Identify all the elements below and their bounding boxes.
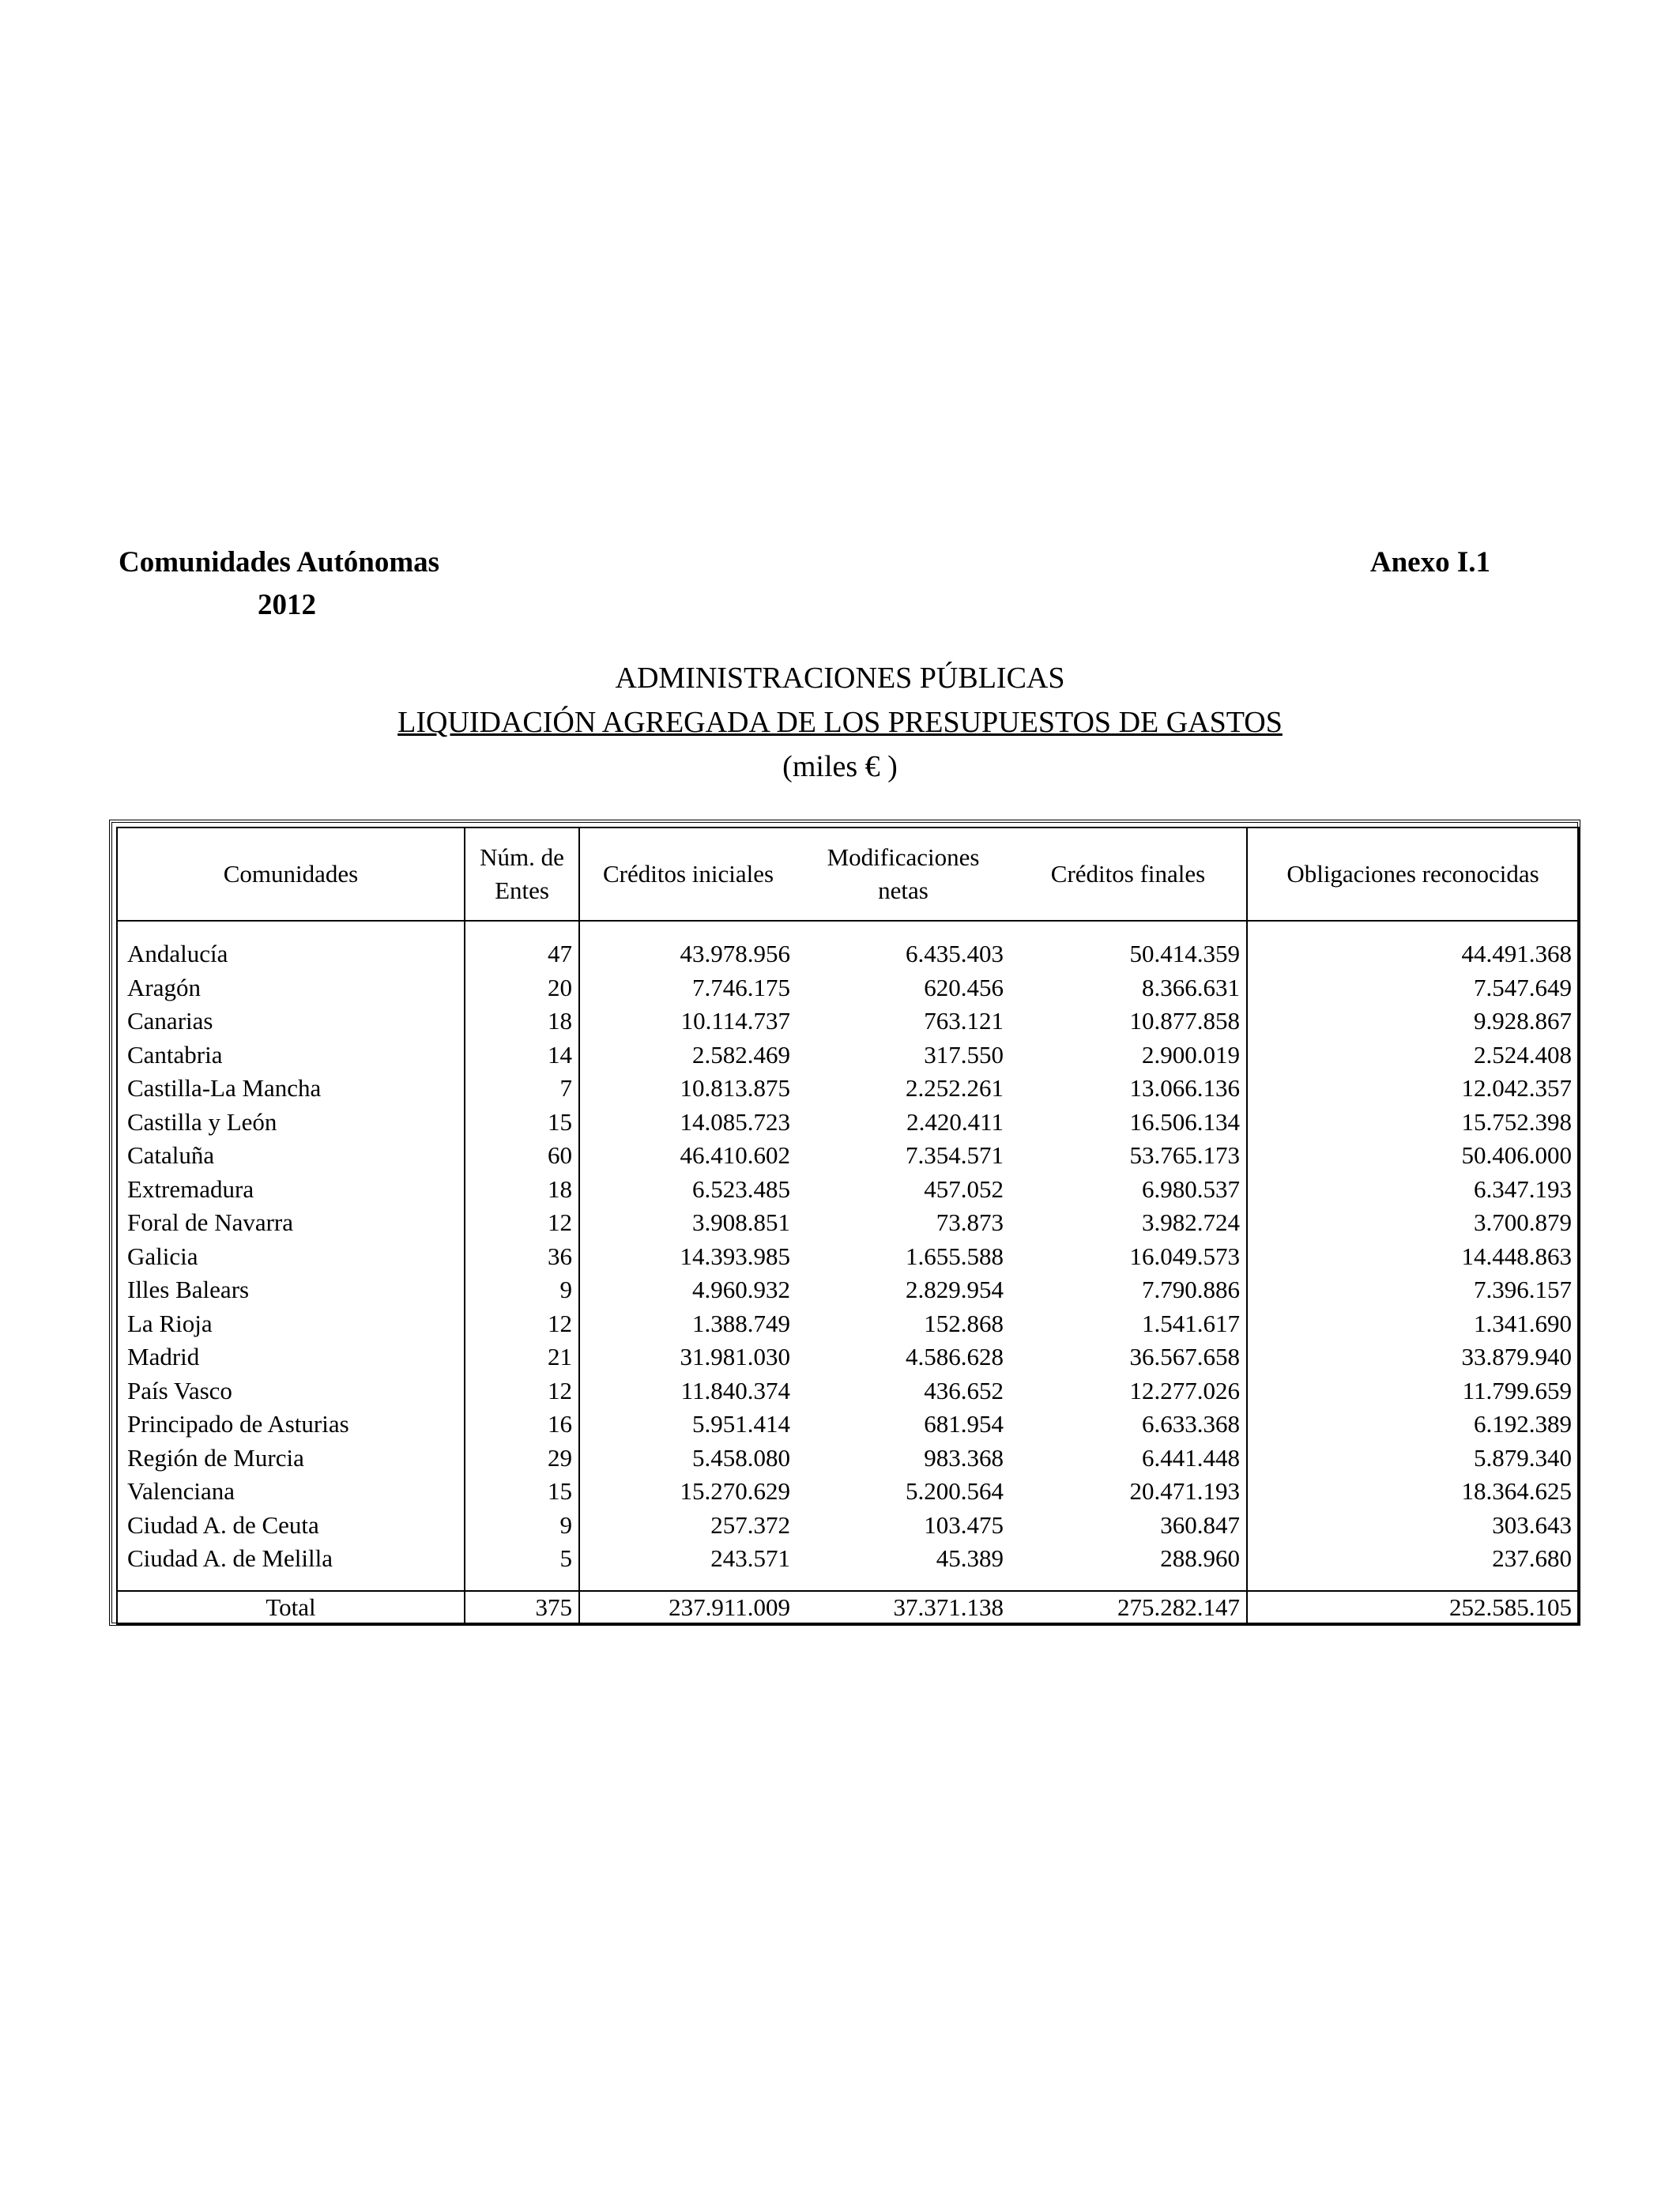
table-row: [117, 1442, 1579, 1476]
cell-comunidad: Cataluña: [117, 1139, 465, 1173]
cell-comunidad: Madrid: [117, 1340, 465, 1374]
cell-comunidad: Andalucía: [117, 937, 465, 971]
cell-num-entes: 20: [465, 971, 579, 1005]
cell-comunidad: Región de Murcia: [117, 1442, 465, 1476]
cell-modificaciones-netas: 983.368: [924, 1443, 1004, 1472]
cell-modificaciones-netas: 1.655.588: [906, 1242, 1004, 1270]
cell-obligaciones-reconocidas: 9.928.867: [1247, 1005, 1579, 1039]
cell-creditos-iniciales: 14.393.985: [579, 1240, 797, 1274]
cell-comunidad: Extremadura: [117, 1173, 465, 1207]
cell-creditos-iniciales: 14.085.723: [579, 1106, 797, 1140]
cell-comunidad: Ciudad A. de Melilla: [117, 1542, 465, 1590]
cell-obligaciones-reconocidas: 3.700.879: [1247, 1206, 1579, 1240]
table-row: [117, 1307, 1579, 1341]
cell-obligaciones-reconocidas: 44.491.368: [1247, 937, 1579, 971]
total-label: Total: [117, 1591, 465, 1624]
column-header-creditos-finales: Créditos finales: [1010, 827, 1247, 921]
cell-modificaciones-netas: 2.829.954: [906, 1276, 1004, 1303]
cell-modificaciones-netas: 45.389: [936, 1544, 1004, 1572]
cell-creditos-finales: 6.441.448: [1010, 1442, 1247, 1476]
cell-modificaciones-netas: 4.586.628: [906, 1343, 1004, 1370]
units-note: (miles € ): [782, 750, 898, 783]
cell-creditos-iniciales: 11.840.374: [579, 1374, 797, 1408]
table-row: [117, 937, 1579, 971]
cell-creditos-finales: 6.633.368: [1010, 1408, 1247, 1442]
cell-num-entes: 15: [465, 1106, 579, 1140]
cell-num-entes: 5: [465, 1542, 579, 1590]
cell-creditos-iniciales: 3.908.851: [579, 1206, 797, 1240]
title-line-1: ADMINISTRACIONES PÚBLICAS: [615, 662, 1065, 695]
cell-num-entes: 36: [465, 1240, 579, 1274]
table-row: [117, 1374, 1579, 1408]
cell-modificaciones-netas: 317.550: [924, 1040, 1004, 1069]
total-creditos-iniciales: 237.911.009: [579, 1591, 797, 1624]
cell-creditos-finales: 360.847: [1010, 1509, 1247, 1543]
table-row: [117, 1072, 1579, 1106]
table-row: [117, 1509, 1579, 1543]
cell-creditos-iniciales: 46.410.602: [579, 1139, 797, 1173]
cell-obligaciones-reconocidas: 18.364.625: [1247, 1475, 1579, 1509]
cell-modificaciones-netas: 2.252.261: [906, 1074, 1004, 1102]
table-row: [117, 1273, 1579, 1307]
cell-obligaciones-reconocidas: 11.799.659: [1247, 1374, 1579, 1408]
cell-comunidad: País Vasco: [117, 1374, 465, 1408]
cell-obligaciones-reconocidas: 14.448.863: [1247, 1240, 1579, 1274]
cell-creditos-finales: 8.366.631: [1010, 971, 1247, 1005]
cell-creditos-iniciales: 6.523.485: [579, 1173, 797, 1207]
cell-num-entes: 21: [465, 1340, 579, 1374]
table-row: [117, 1475, 1579, 1509]
total-creditos-finales: 275.282.147: [1010, 1591, 1247, 1624]
table-total-row: [117, 1591, 1579, 1624]
cell-creditos-finales: 16.049.573: [1010, 1240, 1247, 1274]
cell-creditos-finales: 288.960: [1010, 1542, 1247, 1590]
cell-creditos-finales: 53.765.173: [1010, 1139, 1247, 1173]
column-header-modificaciones-netas: Modificaciones netas: [797, 827, 1010, 921]
cell-num-entes: 12: [465, 1374, 579, 1408]
cell-num-entes: 9: [465, 1273, 579, 1307]
header-annex-label: Anexo I.1: [1369, 546, 1490, 579]
cell-obligaciones-reconocidas: 12.042.357: [1247, 1072, 1579, 1106]
column-header-creditos-iniciales: Créditos iniciales: [579, 827, 797, 921]
cell-modificaciones-netas: 620.456: [924, 973, 1004, 1001]
cell-creditos-iniciales: 257.372: [579, 1509, 797, 1543]
table-row: [117, 1173, 1579, 1207]
cell-comunidad: Canarias: [117, 1005, 465, 1039]
cell-num-entes: 16: [465, 1408, 579, 1442]
cell-num-entes: 15: [465, 1475, 579, 1509]
table-row: [117, 1408, 1579, 1442]
cell-modificaciones-netas: 6.435.403: [906, 940, 1004, 967]
cell-obligaciones-reconocidas: 33.879.940: [1247, 1340, 1579, 1374]
header-left-title: Comunidades Autónomas: [119, 546, 440, 579]
table-row: [117, 971, 1579, 1005]
total-obligaciones-reconocidas: 252.585.105: [1247, 1591, 1579, 1624]
cell-creditos-finales: 3.982.724: [1010, 1206, 1247, 1240]
cell-obligaciones-reconocidas: 6.347.193: [1247, 1173, 1579, 1207]
cell-num-entes: 14: [465, 1039, 579, 1072]
cell-creditos-finales: 7.790.886: [1010, 1273, 1247, 1307]
cell-comunidad: Illes Balears: [117, 1273, 465, 1307]
cell-creditos-finales: 36.567.658: [1010, 1340, 1247, 1374]
title-line-2: LIQUIDACIÓN AGREGADA DE LOS PRESUPUESTOS DE GASTOS: [397, 706, 1283, 739]
cell-comunidad: La Rioja: [117, 1307, 465, 1341]
total-num-entes: 375: [465, 1591, 579, 1624]
cell-num-entes: 18: [465, 1173, 579, 1207]
column-header-comunidades: Comunidades: [117, 827, 465, 921]
cell-num-entes: 60: [465, 1139, 579, 1173]
cell-modificaciones-netas: 103.475: [924, 1510, 1004, 1539]
cell-modificaciones-netas: 436.652: [924, 1376, 1004, 1404]
cell-creditos-finales: 12.277.026: [1010, 1374, 1247, 1408]
cell-num-entes: 18: [465, 1005, 579, 1039]
table-row: [117, 1240, 1579, 1274]
cell-modificaciones-netas: 681.954: [924, 1410, 1004, 1438]
cell-obligaciones-reconocidas: 15.752.398: [1247, 1106, 1579, 1140]
cell-obligaciones-reconocidas: 7.547.649: [1247, 971, 1579, 1005]
cell-obligaciones-reconocidas: 303.643: [1247, 1509, 1579, 1543]
cell-obligaciones-reconocidas: 5.879.340: [1247, 1442, 1579, 1476]
cell-modificaciones-netas: 5.200.564: [906, 1477, 1004, 1505]
cell-obligaciones-reconocidas: 6.192.389: [1247, 1408, 1579, 1442]
cell-comunidad: Foral de Navarra: [117, 1206, 465, 1240]
cell-creditos-finales: 13.066.136: [1010, 1072, 1247, 1106]
table-row: [117, 1039, 1579, 1072]
table-body: [117, 921, 1579, 1590]
cell-modificaciones-netas: 763.121: [924, 1007, 1004, 1035]
table-row: [117, 1005, 1579, 1039]
cell-creditos-finales: 10.877.858: [1010, 1005, 1247, 1039]
cell-creditos-iniciales: 2.582.469: [579, 1039, 797, 1072]
cell-creditos-iniciales: 5.951.414: [579, 1408, 797, 1442]
cell-comunidad: Galicia: [117, 1240, 465, 1274]
cell-creditos-finales: 6.980.537: [1010, 1173, 1247, 1207]
budget-table-frame: [109, 820, 1580, 1626]
cell-modificaciones-netas: 73.873: [936, 1208, 1004, 1236]
table-row: [117, 1542, 1579, 1590]
cell-comunidad: Cantabria: [117, 1039, 465, 1072]
cell-comunidad: Principado de Asturias: [117, 1408, 465, 1442]
cell-num-entes: 9: [465, 1509, 579, 1543]
cell-comunidad: Castilla y León: [117, 1106, 465, 1140]
cell-num-entes: 47: [465, 937, 579, 971]
header-year: 2012: [258, 589, 316, 621]
cell-obligaciones-reconocidas: 1.341.690: [1247, 1307, 1579, 1341]
cell-creditos-iniciales: 1.388.749: [579, 1307, 797, 1341]
cell-comunidad: Ciudad A. de Ceuta: [117, 1509, 465, 1543]
column-header-num-entes: Núm. de Entes: [465, 827, 579, 921]
table-row: [117, 1139, 1579, 1173]
budget-table: [116, 827, 1580, 1625]
cell-creditos-iniciales: 10.114.737: [579, 1005, 797, 1039]
cell-creditos-iniciales: 7.746.175: [579, 971, 797, 1005]
cell-obligaciones-reconocidas: 50.406.000: [1247, 1139, 1579, 1173]
cell-creditos-finales: 16.506.134: [1010, 1106, 1247, 1140]
table-row: [117, 1206, 1579, 1240]
cell-modificaciones-netas: 2.420.411: [906, 1107, 1004, 1136]
total-modificaciones-netas: 37.371.138: [797, 1591, 1010, 1624]
table-row: [117, 1340, 1579, 1374]
column-header-obligaciones-reconocidas: Obligaciones reconocidas: [1247, 827, 1579, 921]
cell-creditos-finales: 2.900.019: [1010, 1039, 1247, 1072]
cell-comunidad: Aragón: [117, 971, 465, 1005]
cell-obligaciones-reconocidas: 7.396.157: [1247, 1273, 1579, 1307]
table-header-row: [117, 827, 1579, 921]
cell-comunidad: Valenciana: [117, 1475, 465, 1509]
cell-creditos-finales: 20.471.193: [1010, 1475, 1247, 1509]
cell-obligaciones-reconocidas: 2.524.408: [1247, 1039, 1579, 1072]
cell-num-entes: 29: [465, 1442, 579, 1476]
table-row: [117, 1106, 1579, 1140]
cell-num-entes: 12: [465, 1307, 579, 1341]
cell-creditos-finales: 50.414.359: [1010, 937, 1247, 971]
cell-comunidad: Castilla-La Mancha: [117, 1072, 465, 1106]
cell-modificaciones-netas: 152.868: [924, 1309, 1004, 1337]
cell-creditos-iniciales: 43.978.956: [579, 937, 797, 971]
cell-creditos-iniciales: 15.270.629: [579, 1475, 797, 1509]
cell-creditos-finales: 1.541.617: [1010, 1307, 1247, 1341]
cell-modificaciones-netas: 7.354.571: [906, 1141, 1004, 1169]
cell-creditos-iniciales: 10.813.875: [579, 1072, 797, 1106]
document-title-block: [0, 656, 1680, 789]
cell-creditos-iniciales: 4.960.932: [579, 1273, 797, 1307]
table-spacer-row: [117, 921, 1579, 937]
cell-obligaciones-reconocidas: 237.680: [1247, 1542, 1579, 1590]
cell-creditos-iniciales: 31.981.030: [579, 1340, 797, 1374]
cell-num-entes: 12: [465, 1206, 579, 1240]
cell-creditos-iniciales: 5.458.080: [579, 1442, 797, 1476]
cell-modificaciones-netas: 457.052: [924, 1174, 1004, 1203]
cell-creditos-iniciales: 243.571: [579, 1542, 797, 1590]
cell-num-entes: 7: [465, 1072, 579, 1106]
